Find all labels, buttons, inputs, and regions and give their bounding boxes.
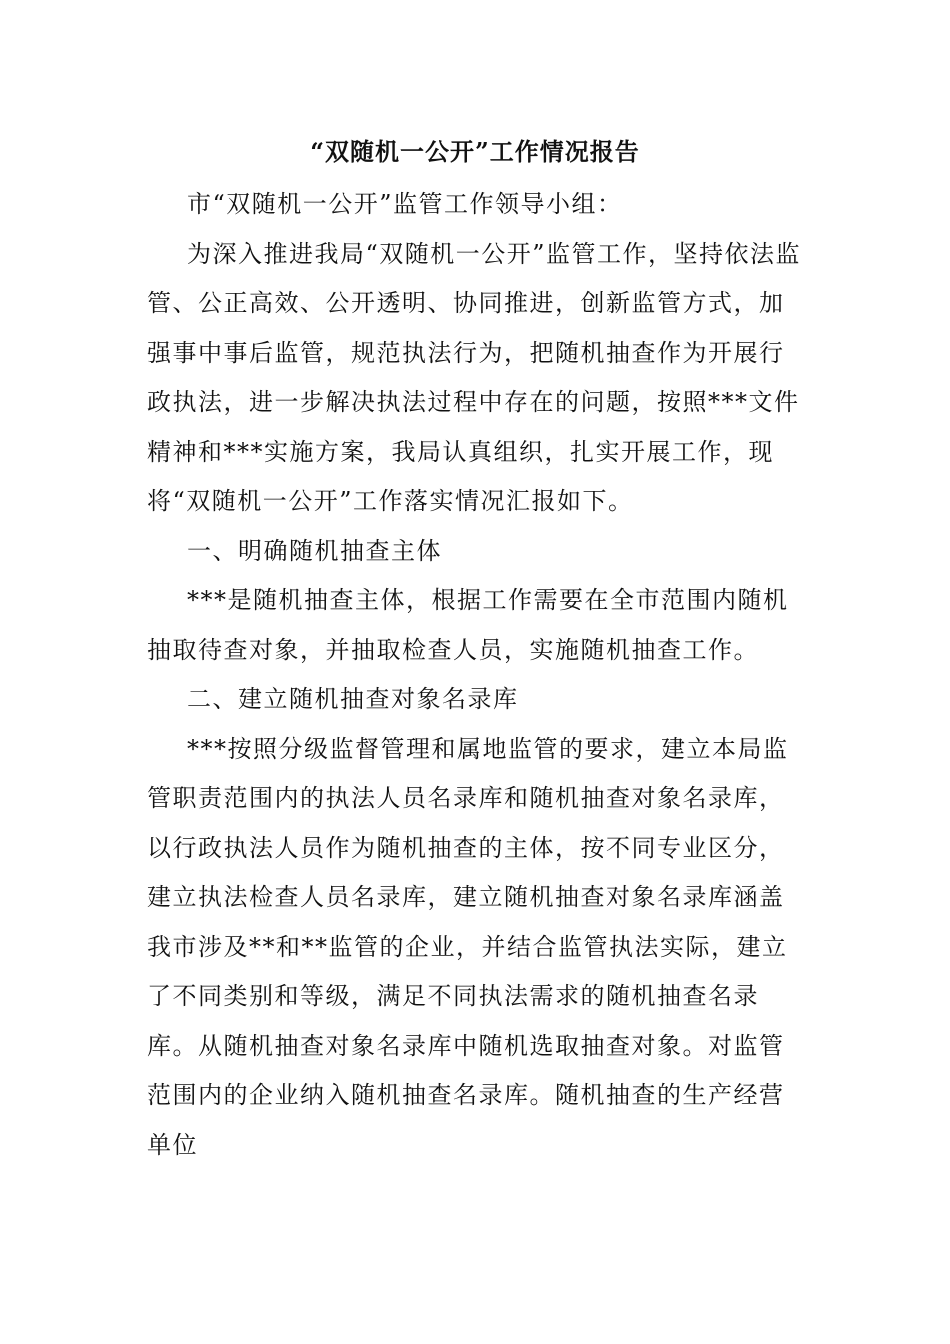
document-body	[147, 180, 807, 1170]
intro-paragraph: 为深入推进我局“双随机一公开”监管工作，坚持依法监管、公正高效、公开透明、协同推进，创新监管方式，加强事中事后监管，规范执法行为，把随机抽查作为开展行政执法，进一步解决执法过程中存在的问题，按照***文件精神和***实施方案，我局认真组织，扎实开展工作，现将“双随机一公开”工作落实情况汇报如下。	[147, 239, 802, 515]
section-heading: 二、建立随机抽查对象名录库	[187, 685, 519, 713]
section-heading: 一、明确随机抽查主体	[187, 536, 442, 565]
salutation: 市“双随机一公开”监管工作领导小组：	[187, 190, 623, 218]
section-paragraph: ***按照分级监督管理和属地监管的要求，建立本局监管职责范围内的执法人员名录库和随机抽查对象名录库，以行政执法人员作为随机抽查的主体，按不同专业区分，建立执法检查人员名录库，建立随机抽查对象名录库涵盖我市涉及**和**监管的企业，并结合监管执法实际，建立了不同类别和等级，满足不同执法需求的随机抽查名录库。从随机抽查对象名录库中随机选取抽查对象。对监管范围内的企业纳入随机抽查名录库。随机抽查的生产经营单位	[147, 734, 789, 1159]
section-paragraph: ***是随机抽查主体，根据工作需要在全市范围内随机抽取待查对象，并抽取检查人员，实施随机抽查工作。	[147, 586, 789, 664]
document-title: “双随机一公开”工作情况报告	[310, 137, 640, 166]
